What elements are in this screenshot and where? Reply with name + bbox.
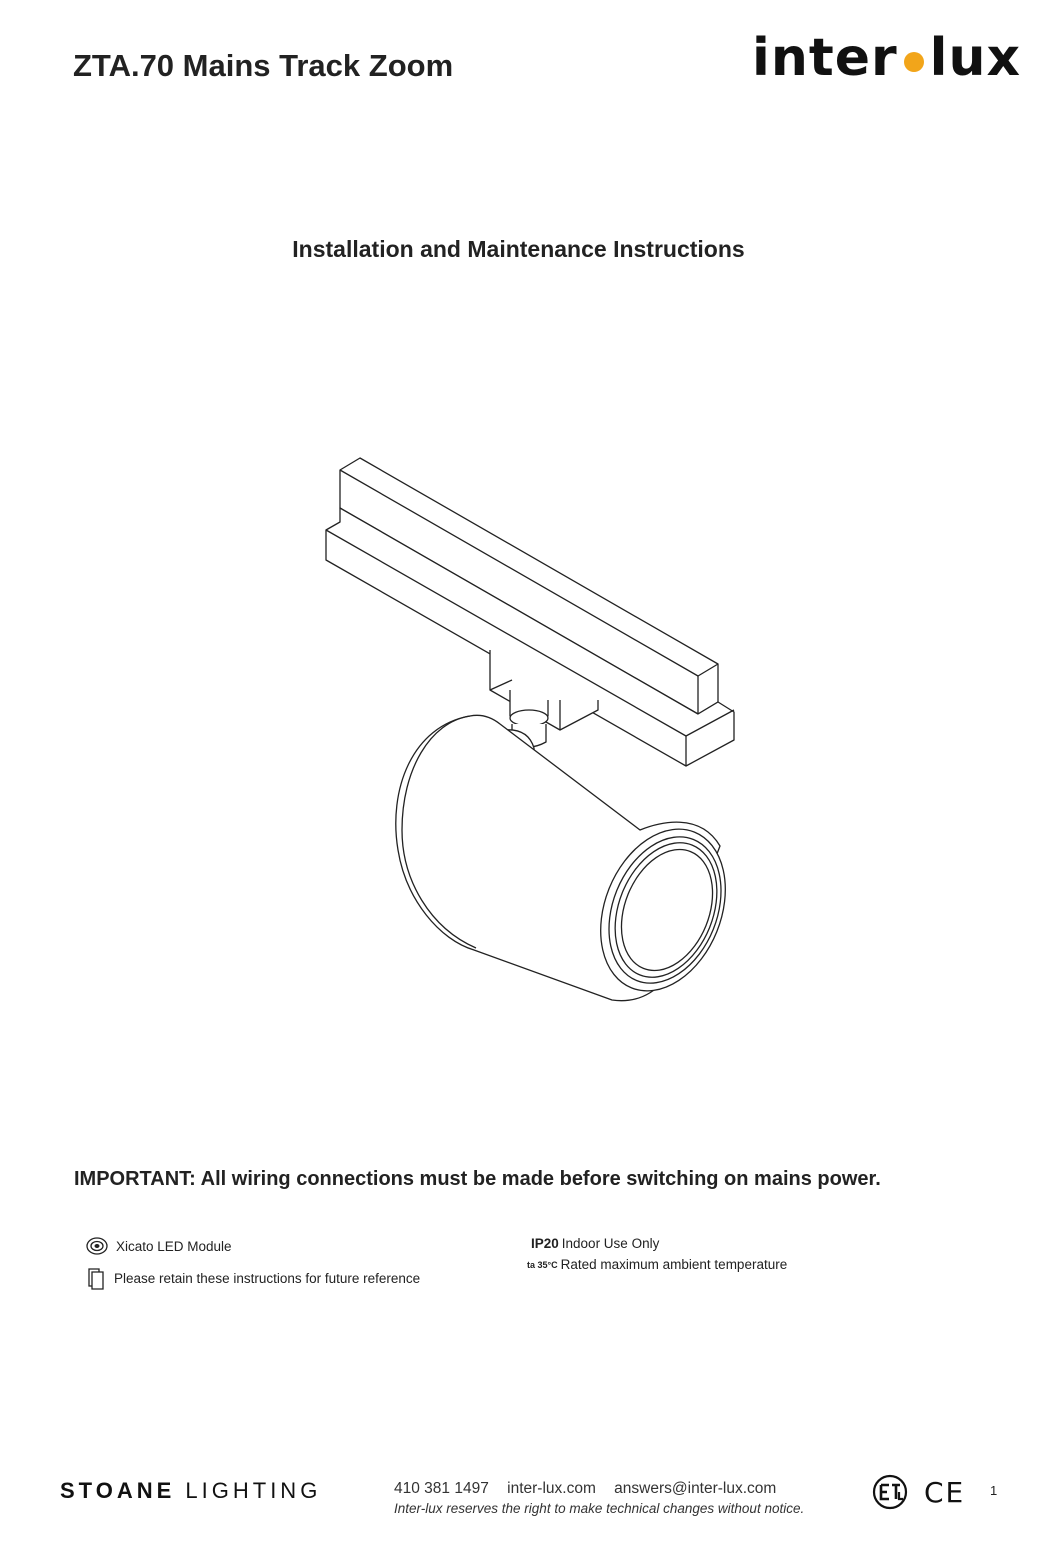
logo-text-left: inter xyxy=(752,28,898,88)
logo-dot xyxy=(904,52,924,72)
footer-contact xyxy=(394,1480,790,1498)
product-title: ZTA.70 Mains Track Zoom xyxy=(73,48,454,83)
led-module-icon xyxy=(86,1236,108,1256)
ip-label: Indoor Use Only xyxy=(561,1236,660,1251)
document-heading: Installation and Maintenance Instructions xyxy=(292,236,745,262)
certification-marks xyxy=(870,1472,965,1512)
footer-brand-bold: STOANE xyxy=(60,1478,176,1503)
led-module-label: Xicato LED Module xyxy=(116,1238,232,1254)
footer-brand-light: LIGHTING xyxy=(185,1478,322,1503)
interlux-logo xyxy=(752,28,1021,88)
ta-label: Rated maximum ambient temperature xyxy=(560,1257,788,1272)
ambient-temp-note xyxy=(527,1257,787,1272)
important-warning: IMPORTANT: All wiring connections must be made before switching on mains power. xyxy=(74,1168,881,1190)
footer-website[interactable]: inter-lux.com xyxy=(507,1480,596,1497)
ce-mark-icon: CE xyxy=(924,1475,966,1509)
ip-rating-note xyxy=(531,1236,659,1251)
retain-label: Please retain these instructions for future reference xyxy=(114,1270,421,1286)
ta-code: ta 35°C xyxy=(527,1259,558,1270)
etl-mark-icon xyxy=(870,1472,910,1512)
retain-note xyxy=(86,1266,420,1290)
document-icon xyxy=(86,1266,106,1290)
page-number: 1 xyxy=(990,1483,998,1498)
track-spotlight-illustration xyxy=(300,440,760,1020)
footer-phone: 410 381 1497 xyxy=(394,1480,489,1497)
led-module-note xyxy=(86,1236,232,1256)
ip-code: IP20 xyxy=(531,1236,559,1251)
footer-email[interactable]: answers@inter-lux.com xyxy=(614,1480,777,1497)
stoane-lighting-logo xyxy=(60,1478,321,1504)
logo-text-right: lux xyxy=(929,28,1022,88)
footer-disclaimer: Inter-lux reserves the right to make technical changes without notice. xyxy=(394,1501,805,1516)
